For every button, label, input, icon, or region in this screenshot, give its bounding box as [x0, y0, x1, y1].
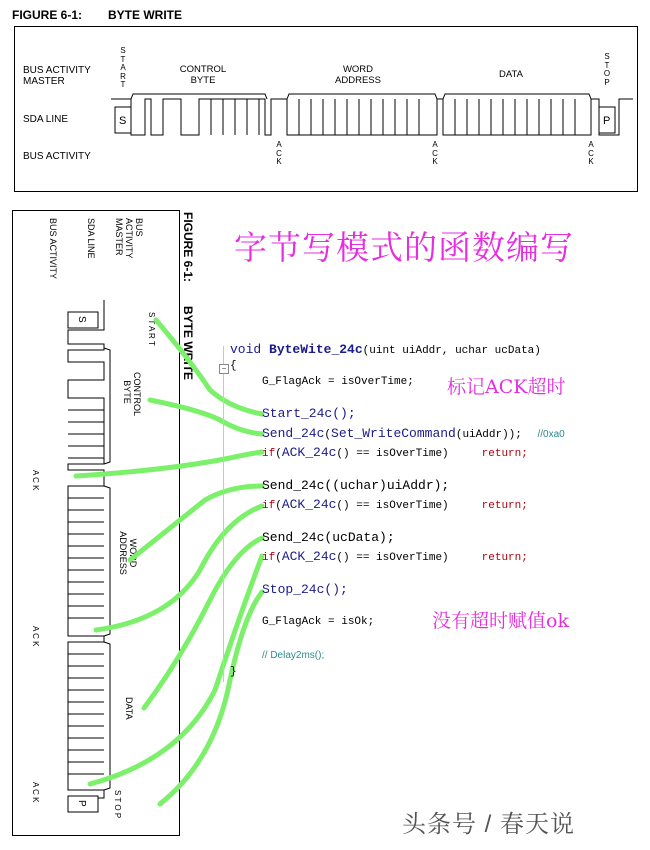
side-data-label: DATA: [124, 697, 134, 720]
code-line-7: Send_24c((uchar)uiAddr);: [262, 478, 450, 493]
watermark: 头条号 / 春天说: [402, 811, 576, 838]
connector-control-byte: [150, 400, 262, 434]
code-gutter: [223, 346, 233, 682]
code-line-4: Start_24c();: [262, 406, 356, 421]
connector-start: [156, 320, 262, 414]
code-line-8: if(ACK_24c() == isOverTime) return;: [262, 497, 528, 512]
side-ack-label-2: A C K: [31, 626, 40, 647]
side-word-address-label: WORD ADDRESS: [118, 531, 138, 575]
figure-name: BYTE WRITE: [108, 8, 182, 22]
code-line-10: if(ACK_24c() == isOverTime) return;: [262, 549, 528, 564]
code-line-1: void ByteWite_24c(uint uiAddr, uchar ucData): [230, 342, 541, 357]
label-bus-activity-master: BUS ACTIVITY MASTER: [23, 65, 91, 87]
side-label-sda-line: SDA LINE: [86, 218, 96, 259]
ack-label-3: A C K: [588, 140, 594, 166]
annotation-ack-timeout: 标记ACK超时: [447, 376, 566, 398]
side-s-letter: S: [76, 316, 87, 323]
code-line-5: Send_24c(Set_WriteCommand(uiAddr)); //0xa0: [262, 426, 565, 441]
side-control-byte-label: CONTROL BYTE: [122, 372, 142, 417]
side-ack-label-1: A C K: [31, 470, 40, 491]
code-line-13: // Delay2ms();: [262, 650, 325, 661]
side-figure-number: FIGURE 6-1:: [181, 212, 195, 283]
stop-label: S T O P: [603, 52, 611, 87]
code-line-6: if(ACK_24c() == isOverTime) return;: [262, 445, 528, 460]
code-line-2: {: [230, 360, 237, 372]
code-line-11: Stop_24c();: [262, 582, 348, 597]
code-line-12: G_FlagAck = isOk;: [262, 616, 375, 628]
label-sda-line: SDA LINE: [23, 114, 69, 125]
side-stop-label: S T O P: [113, 790, 122, 819]
side-sda-waveform: [68, 300, 104, 812]
stop-box-letter: P: [603, 115, 611, 127]
word-address-label: WORD ADDRESS: [335, 64, 381, 86]
fold-icon[interactable]: −: [219, 364, 229, 374]
figure-number: FIGURE 6-1:: [12, 8, 83, 22]
side-start-label: S T A R T: [147, 312, 156, 346]
connector-ack-2: [96, 506, 262, 630]
code-line-3: G_FlagAck = isOverTime;: [262, 376, 414, 388]
code-line-14: }: [230, 666, 237, 678]
start-label: S T A R T: [120, 46, 126, 89]
ack-label-2: A C K: [432, 140, 438, 166]
side-label-bus-activity-master: BUS ACTIVITY MASTER: [114, 218, 144, 259]
side-p-letter: P: [76, 800, 87, 807]
green-connectors: [76, 320, 262, 804]
annotation-no-timeout: 没有超时赋值ok: [432, 610, 569, 632]
heading: 字节写模式的函数编写: [234, 228, 574, 267]
data-label: DATA: [499, 69, 523, 80]
side-figure-name: BYTE WRITE: [181, 306, 195, 380]
control-byte-label: CONTROL BYTE: [179, 64, 227, 86]
ack-label-1: A C K: [276, 140, 282, 166]
start-box-letter: S: [119, 115, 127, 127]
side-ack-label-3: A C K: [31, 782, 40, 803]
label-bus-activity: BUS ACTIVITY: [23, 151, 91, 162]
side-label-bus-activity: BUS ACTIVITY: [48, 218, 58, 280]
code-line-9: Send_24c(ucData);: [262, 530, 395, 545]
